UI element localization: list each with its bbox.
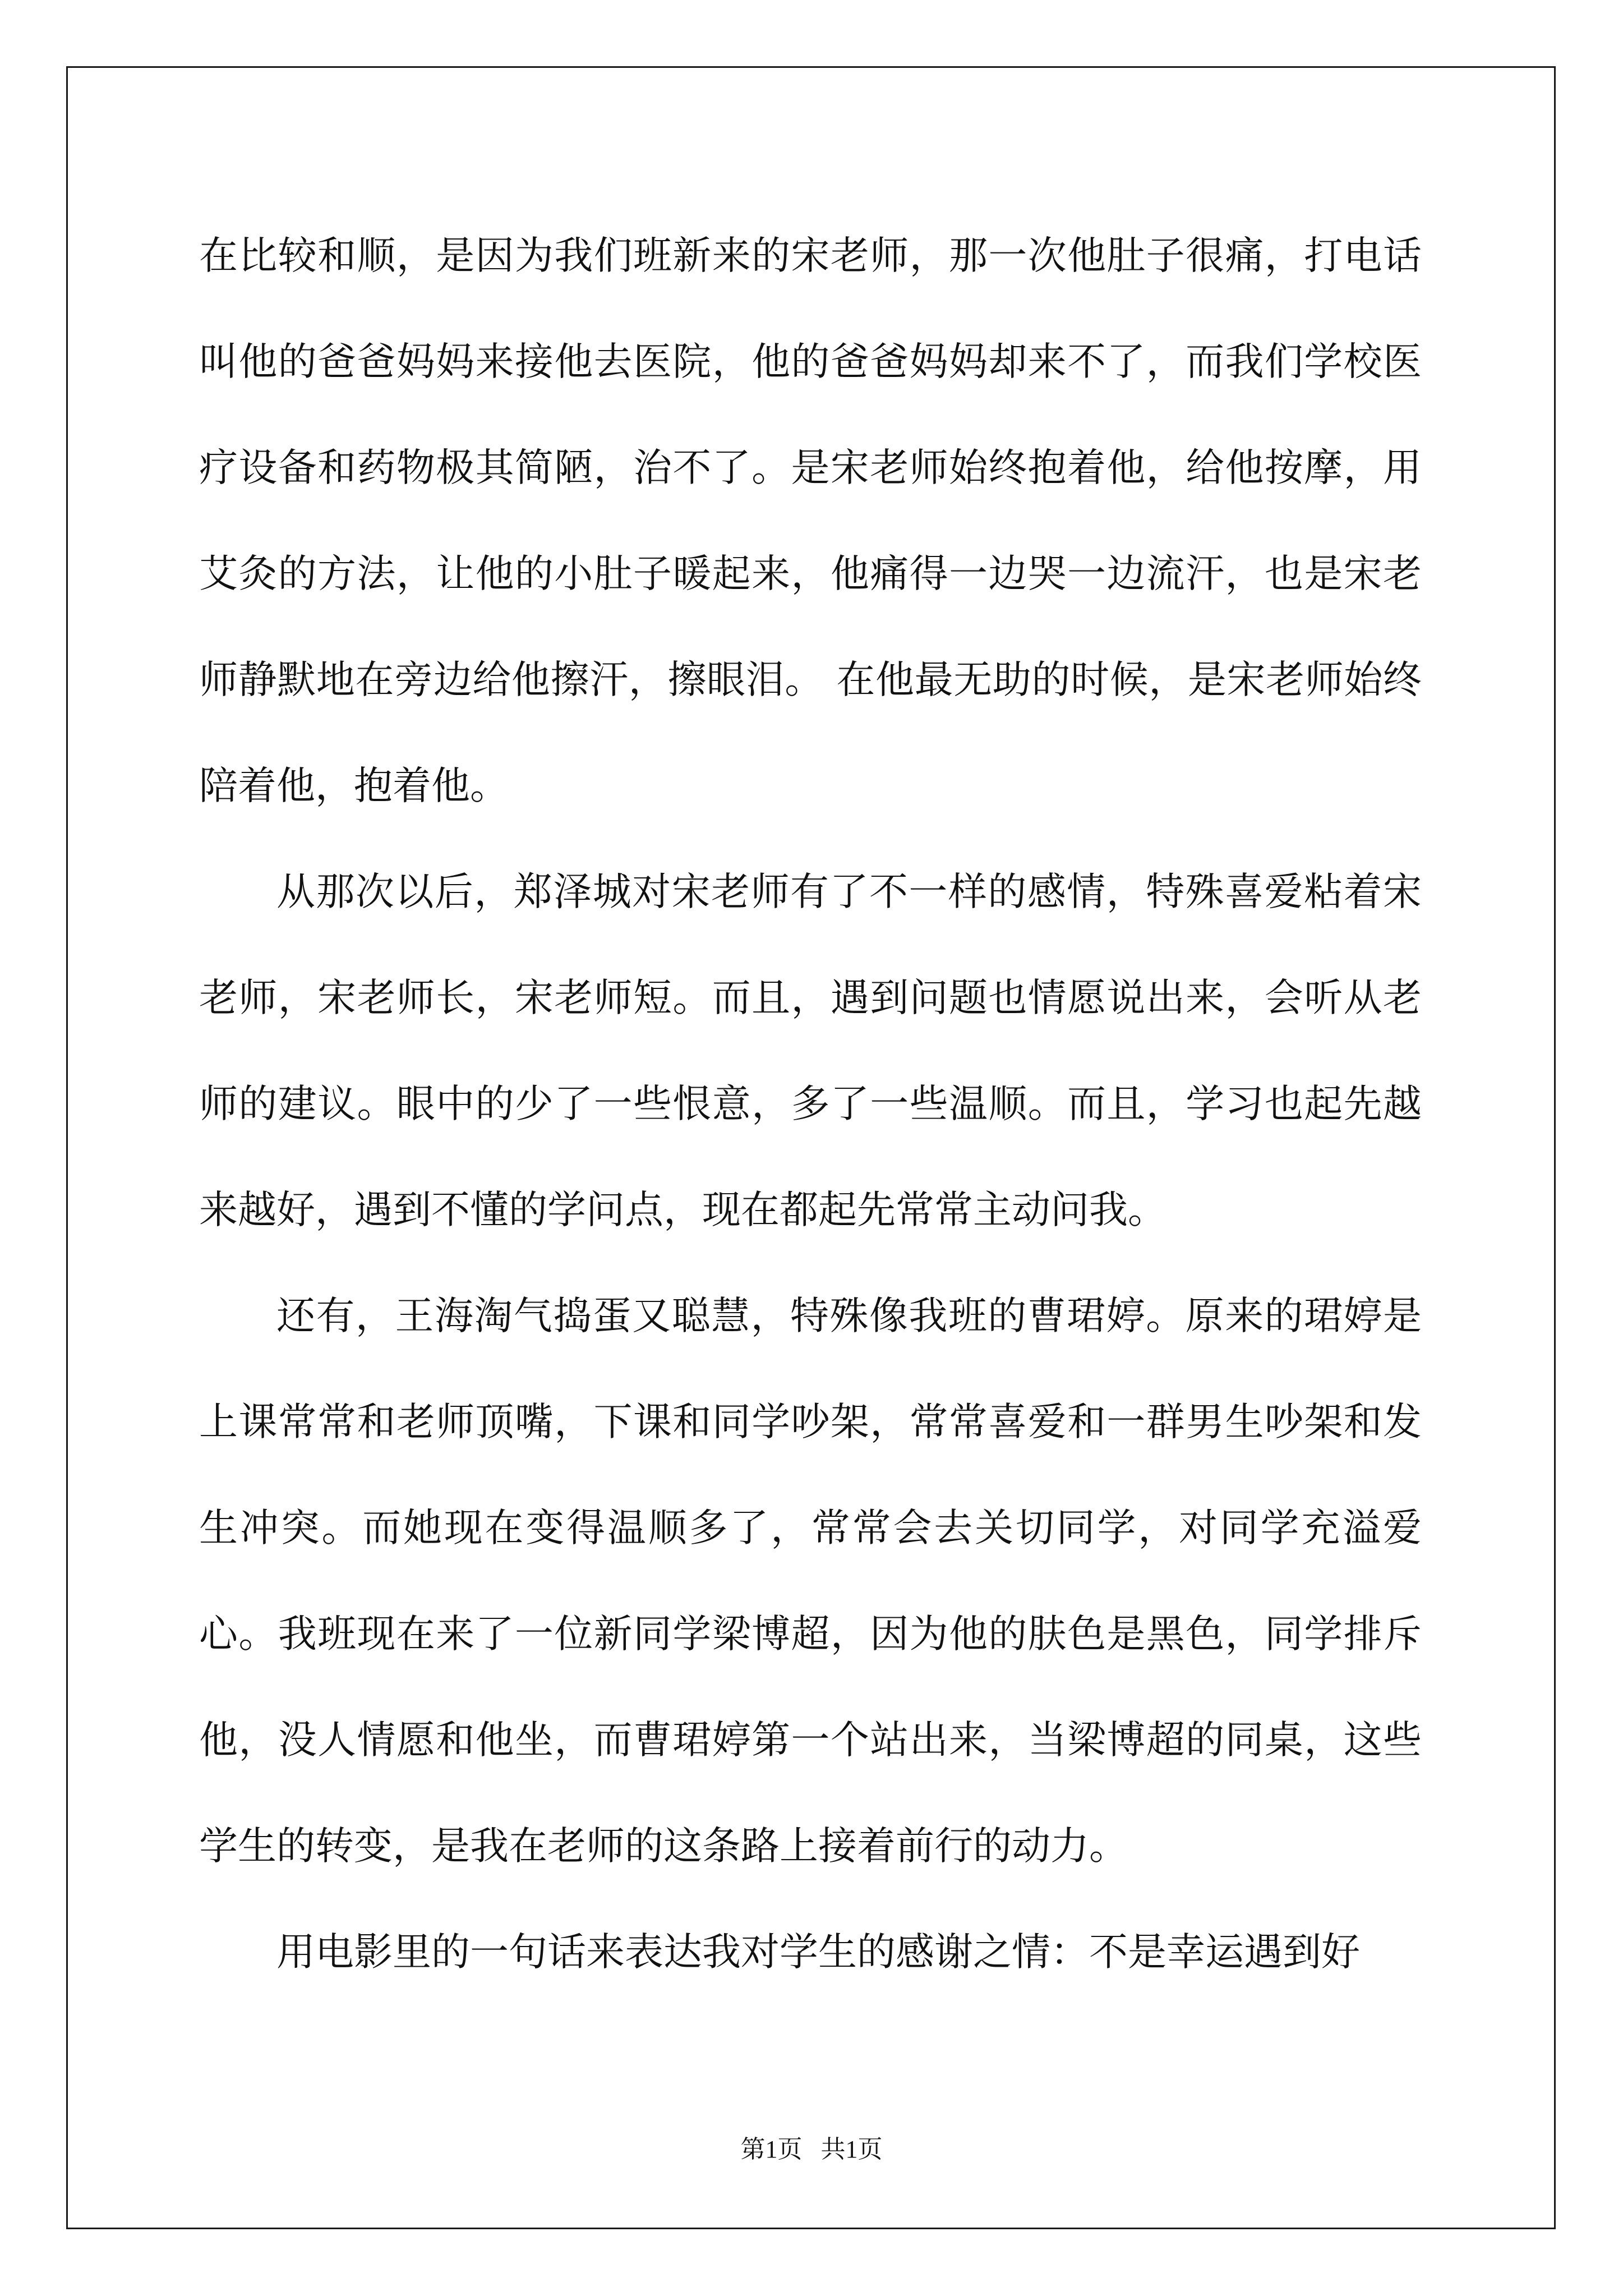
document-body xyxy=(199,203,1422,2005)
paragraph-4: 用电影里的一句话来表达我对学生的感谢之情：不是幸运遇到好 xyxy=(276,1930,1360,1975)
paragraph-1: 在比较和顺，是因为我们班新来的宋老师，那一次他肚子很痛，打电话叫他的爸爸妈妈来接他去医院，他的爸爸妈妈却来不了，而我们学校医疗设备和药物极其简陋，治不了。是宋老师始终抱着他，给他按摩，用艾灸的方法，让他的小肚子暖起来，他痛得一边哭一边流汗，也是宋老师静默地在旁边给他擦汗，擦眼泪。 在他最无助的时候，是宋老师始终陪着他，抱着他。 xyxy=(199,233,1422,808)
paragraph-2: 从那次以后，郑泽城对宋老师有了不一样的感情，特殊喜爱粘着宋老师，宋老师长，宋老师短。而且，遇到问题也情愿说出来，会听从老师的建议。眼中的少了一些恨意，多了一些温顺。而且，学习也起先越来越好，遇到不懂的学问点，现在都起先常常主动问我。 xyxy=(199,869,1422,1232)
paragraph-3: 还有，王海淘气捣蛋又聪慧，特殊像我班的曹珺婷。原来的珺婷是上课常常和老师顶嘴，下课和同学吵架，常常喜爱和一群男生吵架和发生冲突。而她现在变得温顺多了，常常会去关切同学，对同学充溢爱心。我班现在来了一位新同学梁博超，因为他的肤色是黑色，同学排斥他，没人情愿和他坐，而曹珺婷第一个站出来，当梁博超的同桌，这些学生的转变，是我在老师的这条路上接着前行的动力。 xyxy=(199,1294,1422,1869)
page-footer: 第1页 共1页 xyxy=(740,2136,883,2163)
